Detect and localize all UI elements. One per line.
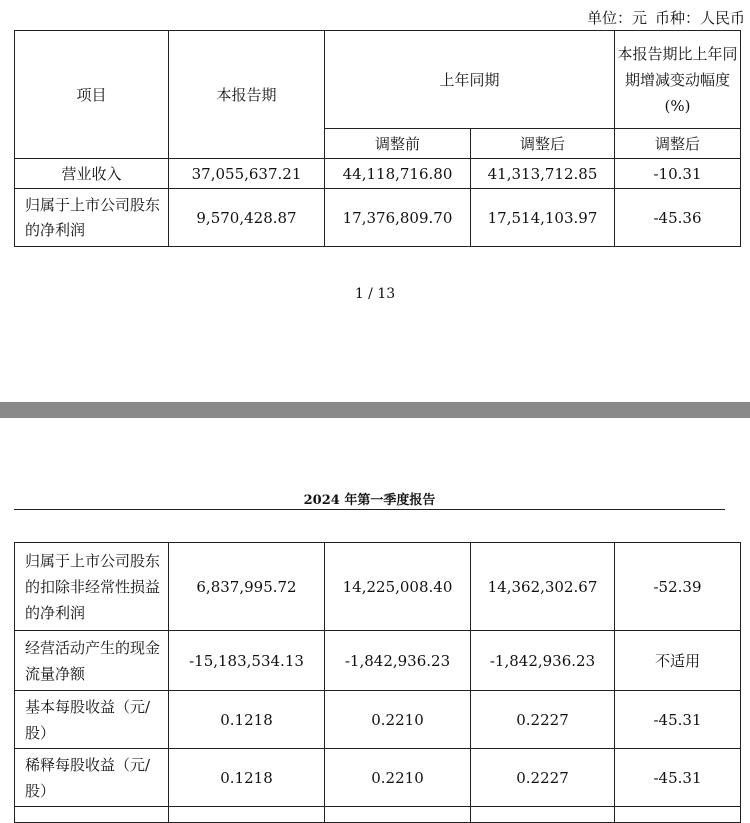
cell-after: 17,514,103.97: [471, 189, 615, 247]
unit-label: 单位：元: [586, 9, 647, 27]
cell-change: -10.31: [615, 159, 741, 189]
header-change: 本报告期比上年同期增减变动幅度(%): [615, 31, 741, 129]
table-row: [15, 749, 741, 807]
header-change-after: 调整后: [615, 129, 741, 159]
cell-before: 0.2210: [325, 691, 471, 749]
row-label: 归属于上市公司股东的扣除非经常性损益的净利润: [15, 543, 169, 631]
row-label: 营业收入: [15, 159, 169, 189]
row-label: 稀释每股收益（元/股）: [15, 749, 169, 807]
header-before-adjust: 调整前: [325, 129, 471, 159]
financial-table-bottom: [14, 542, 741, 823]
header-after-adjust: 调整后: [471, 129, 615, 159]
cell-after: -1,842,936.23: [471, 631, 615, 691]
header-rule: [14, 509, 725, 510]
cell-before: 44,118,716.80: [325, 159, 471, 189]
header-last-year: 上年同期: [325, 31, 615, 129]
row-label: 经营活动产生的现金流量净额: [15, 631, 169, 691]
cell-current: 9,570,428.87: [169, 189, 325, 247]
cell-current: -15,183,534.13: [169, 631, 325, 691]
cell-current: 0.1218: [169, 691, 325, 749]
header-item: 项目: [15, 31, 169, 159]
cell-change: -52.39: [615, 543, 741, 631]
page-header-title: 2024 年第一季度报告: [303, 493, 436, 508]
financial-table-top: [14, 30, 741, 247]
cell-before: -1,842,936.23: [325, 631, 471, 691]
unit-currency-line: [520, 7, 745, 28]
cell-current: 6,837,995.72: [169, 543, 325, 631]
table-row: [15, 631, 741, 691]
cell-before: 0.2210: [325, 749, 471, 807]
header-current-period: 本报告期: [169, 31, 325, 159]
page-divider: [0, 402, 750, 418]
cell-change: -45.31: [615, 691, 741, 749]
currency-label: 币种：人民币: [654, 9, 745, 27]
cell-current: 0.1218: [169, 749, 325, 807]
table-row: [15, 691, 741, 749]
cell-after: 0.2227: [471, 749, 615, 807]
cell-after: 0.2227: [471, 691, 615, 749]
table-row: [15, 159, 741, 189]
cell-after: 14,362,302.67: [471, 543, 615, 631]
cell-current: 37,055,637.21: [169, 159, 325, 189]
table-row: [15, 543, 741, 631]
cell-before: 17,376,809.70: [325, 189, 471, 247]
cell-change: -45.36: [615, 189, 741, 247]
table-row: [15, 189, 741, 247]
page-number: 1 / 13: [354, 286, 396, 302]
cell-before: 14,225,008.40: [325, 543, 471, 631]
cell-change: -45.31: [615, 749, 741, 807]
cell-change: 不适用: [615, 631, 741, 691]
cell-after: 41,313,712.85: [471, 159, 615, 189]
row-label: 归属于上市公司股东的净利润: [15, 189, 169, 247]
row-label: 基本每股收益（元/股）: [15, 691, 169, 749]
